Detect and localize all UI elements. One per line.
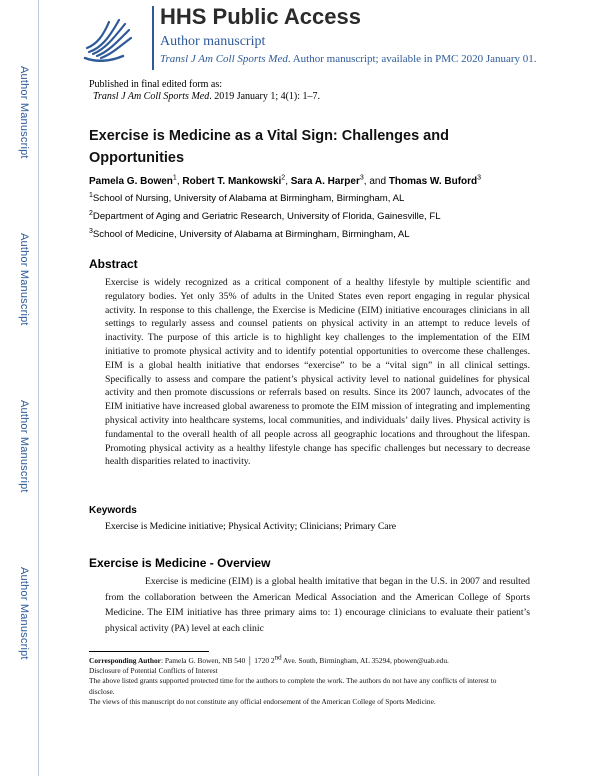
sidebar-author-manuscript-label: Author Manuscript — [18, 233, 30, 326]
ordinal-suffix: nd — [274, 653, 282, 662]
footnotes — [89, 653, 509, 707]
keywords-heading: Keywords — [89, 505, 137, 516]
affiliation-text: Department of Aging and Geriatric Research, University of Florida, Gainesville, FL — [92, 211, 441, 222]
section-heading: Exercise is Medicine - Overview — [89, 556, 271, 570]
author-name: Sara A. Harper — [290, 176, 360, 187]
hhs-header — [55, 0, 575, 74]
author-name: Robert T. Mankowski — [182, 176, 282, 187]
conflict-heading: Disclosure of Potential Conflicts of Interest — [89, 666, 218, 676]
citation-details: . 2019 January 1; 4(1): 1–7. — [209, 91, 321, 102]
affiliation — [89, 193, 404, 204]
journal-abbrev: Transl J Am Coll Sports Med — [160, 53, 288, 65]
abstract-body: Exercise is widely recognized as a critical component of a healthy lifestyle by multiple scientific and regulatory bodies. Yet only 35% of adults in the United States even report engaging in regular physical activity. In response to this challenge, the Exercise is Medicine (EIM) initiative encourages clinicians in all settings to regularly assess and counsel patients on physical activity in an attempt to reduce levels of inactivity. The purpose of this article is to highlight key challenges to the implementation of the EIM initiative to promote physical activity and to identify potential opportunities to overcome these challenges. EIM is a global health initiative that endorses “exercise” to be a “vital sign” in all clinical settings. Specifically to assess and compare the patient’s physical activity level to national guidelines for physical activity and then promote discussions or referrals based on results. Since its 2007 launch, advocates of the EIM initiative have increased global awareness to promote the EIM mission of integrating and implementing physical activity into healthcare systems, local communities, and individuals’ daily lives. Physical activity is fundamental to the overall health of all people across all geographic locations and throughout the lifespan. Promoting physical activity as a healthy lifestyle change has specific challenges but necessary to decrease health disparities related to inactivity. — [105, 277, 530, 468]
affiliation-number: 1 — [89, 191, 93, 199]
footnote-rule — [89, 651, 209, 652]
availability-text: . Author manuscript; available in PMC 2020 January 01. — [287, 53, 537, 65]
publication-citation — [93, 91, 320, 102]
endorsement-disclaimer: The views of this manuscript do not constitute any official endorsement of the American College of Sports Medicine. — [89, 696, 436, 706]
corresponding-author-label: Corresponding Author — [89, 656, 161, 665]
author-separator: , — [285, 176, 291, 187]
author-affiliation-mark: 3 — [359, 174, 364, 182]
author-name: Thomas W. Buford — [388, 176, 478, 187]
sidebar-author-manuscript-label: Author Manuscript — [18, 66, 30, 159]
author-manuscript-subtitle: Author manuscript — [160, 34, 266, 49]
affiliation — [89, 211, 441, 222]
sidebar-divider — [38, 0, 39, 776]
author-separator: , — [176, 176, 183, 187]
affiliation-text: School of Medicine, University of Alabama at Birmingham, Birmingham, AL — [92, 229, 410, 240]
conflict-statement: The above listed grants supported protected time for the authors to complete the work. The authors do not have any conflicts of interest to disclose. — [89, 676, 497, 696]
abstract-heading: Abstract — [89, 257, 138, 271]
published-in-label: Published in final edited form as: — [89, 79, 223, 90]
author-affiliation-mark: 2 — [281, 174, 286, 182]
citation-journal: Transl J Am Coll Sports Med — [93, 91, 210, 102]
affiliation-number: 2 — [89, 209, 93, 217]
corresponding-author-email: Ave. South, Birmingham, AL 35294, pbowen@uab.edu. — [281, 656, 449, 665]
affiliation — [89, 229, 410, 240]
section-body: Exercise is medicine (EIM) is a global health imitative that began in the U.S. in 2007 and resulted from the collaboration between the American Medical Association and the American College of Sports Medicine. The EIM initiative has three primary aims to: 1) encourage clinicians to evaluate their patient’s physical activity (PA) level at each clinic — [105, 576, 530, 634]
paper-title: Exercise is Medicine as a Vital Sign: Challenges and Opportunities — [89, 128, 449, 166]
header-divider — [152, 6, 154, 70]
sidebar-author-manuscript-label: Author Manuscript — [18, 400, 30, 493]
corresponding-author-address: : Pamela G. Bowen, NB 540 │ 1720 2 — [160, 656, 275, 665]
keywords-list: Exercise is Medicine initiative; Physical Activity; Clinicians; Primary Care — [105, 521, 397, 532]
sidebar-author-manuscript-label: Author Manuscript — [18, 567, 30, 660]
author-affiliation-mark: 3 — [477, 174, 482, 182]
hhs-eagle-logo-icon — [79, 8, 137, 66]
journal-availability-line — [160, 53, 537, 65]
author-name: Pamela G. Bowen — [89, 176, 173, 187]
affiliation-number: 3 — [89, 227, 93, 235]
author-list — [89, 176, 559, 187]
hhs-public-access-title: HHS Public Access — [160, 4, 361, 29]
author-separator: , and — [363, 176, 389, 187]
author-affiliation-mark: 1 — [172, 174, 177, 182]
corresponding-author-note — [89, 653, 509, 666]
affiliation-text: School of Nursing, University of Alabama at Birmingham, Birmingham, AL — [92, 193, 405, 204]
